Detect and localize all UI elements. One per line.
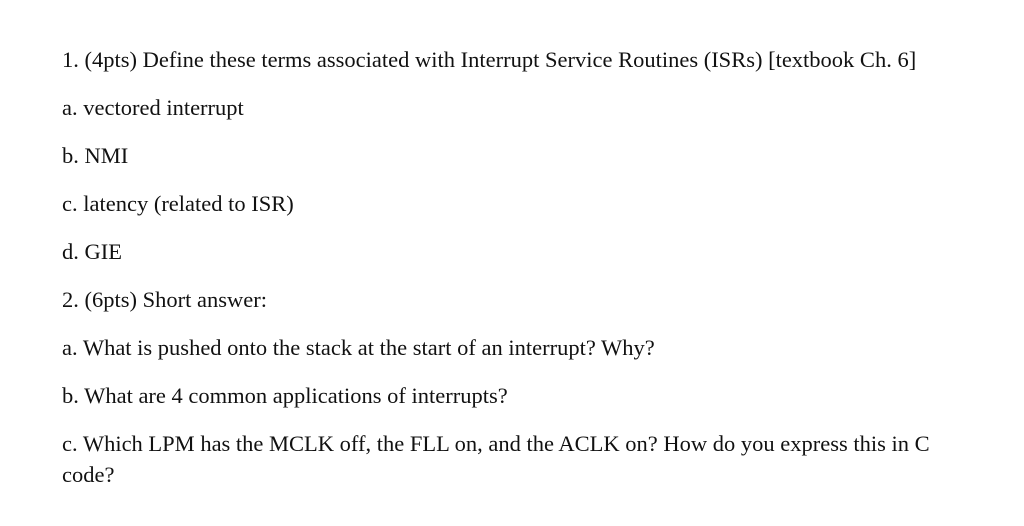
question-1-item-b: b. NMI	[62, 143, 129, 168]
question-1-item-a: a. vectored interrupt	[62, 95, 244, 120]
question-1-item-d: d. GIE	[62, 239, 122, 264]
question-2-item-c: c. Which LPM has the MCLK off, the FLL on, and the ACLK on? How do you express this in C code?	[62, 431, 930, 487]
question-1-heading: 1. (4pts) Define these terms associated with Interrupt Service Routines (ISRs) [textbook Ch. 6]	[62, 47, 917, 72]
question-2-heading: 2. (6pts) Short answer:	[62, 287, 267, 312]
question-2-item-a: a. What is pushed onto the stack at the start of an interrupt? Why?	[62, 335, 655, 360]
document-page	[62, 44, 962, 490]
question-1-item-c: c. latency (related to ISR)	[62, 191, 294, 216]
question-2-item-b: b. What are 4 common applications of interrupts?	[62, 383, 508, 408]
